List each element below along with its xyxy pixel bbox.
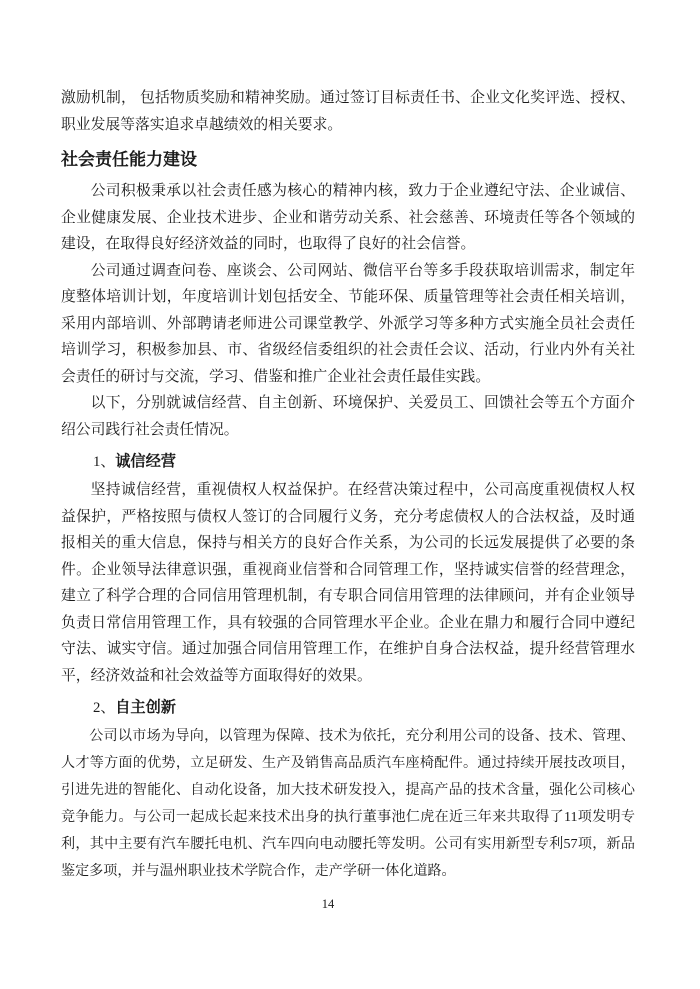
text-line: 竞争能力。与公司一起成长起来技术出身的执行董事池仁虎在近三年来共取得了11项发明专 [61, 809, 635, 825]
text-line: 引进先进的智能化、自动化设备，加大技术研发投入，提高产品的技术含量，强化公司核心 [61, 782, 635, 798]
paragraph [61, 477, 635, 689]
text-line: 绍公司践行社会责任情况。 [61, 421, 239, 438]
text-line: 公司积极秉承以社会责任感为核心的精神内核，致力于企业遵纪守法、企业诚信、 [90, 183, 635, 199]
text-line: 度整体培训计划，年度培训计划包括安全、节能环保、质量管理等社会责任相关培训， [61, 289, 635, 305]
text-line: 以下，分别就诚信经营、自主创新、环境保护、关爱员工、回馈社会等五个方面介 [90, 395, 635, 411]
paragraph [61, 85, 635, 138]
paragraph [61, 723, 635, 885]
section-heading: 社会责任能力建设 [61, 150, 197, 169]
text-line: 建设，在取得良好经济效益的同时，也取得了良好的社会信誉。 [61, 236, 476, 252]
page-number: 14 [321, 897, 335, 911]
text-line: 人才等方面的优势，立足研发、生产及销售高品质汽车座椅配件。通过持续开展技改项目， [61, 755, 635, 771]
text-line: 益保护，严格按照与债权人签订的合同履行义务，充分考虑债权人的合法权益，及时通 [61, 508, 635, 525]
text-line: 公司以市场为导向，以管理为保障、技术为依托，充分利用公司的设备、技术、管理、 [89, 728, 635, 744]
text-line: 负责日常信用管理工作，具有较强的合同管理水平企业。企业在鼎力和履行合同中遵纪 [61, 614, 635, 631]
text-line: 采用内部培训、外部聘请老师进公司课堂教学、外派学习等多种方式实施全员社会责任 [61, 315, 635, 332]
text-line: 激励机制， 包括物质奖励和精神奖励。通过签订目标责任书、企业文化奖评选、授权、 [61, 90, 635, 106]
text-line: 培训学习，积极参加县、市、省级经信委组织的社会责任会议、活动，行业内外有关社 [61, 342, 635, 358]
subsection-number: 2、 [93, 700, 116, 716]
text-line: 平，经济效益和社会效益等方面取得好的效果。 [61, 667, 372, 684]
document-content [61, 85, 635, 885]
subsection-title: 诚信经营 [115, 453, 176, 470]
text-line: 职业发展等落实追求卓越绩效的相关要求。 [61, 116, 343, 133]
text-line: 会责任的研讨与交流，学习、借鉴和推广企业社会责任最佳实践。 [61, 368, 491, 385]
paragraph [61, 178, 635, 258]
text-line: 守法、诚实守信。通过加强合同信用管理工作，在维护自身合法权益，提升经营管理水 [61, 641, 635, 657]
text-line: 鉴定多项，并与温州职业技术学院合作，走产学研一体化道路。 [61, 863, 456, 879]
subsection-heading [61, 448, 635, 475]
text-line: 报相关的重大信息，保持与相关方的良好合作关系，为公司的长远发展提供了必要的条 [61, 535, 635, 551]
paragraph [61, 390, 635, 443]
text-line: 件。企业领导法律意识强，重视商业信誉和合同管理工作，坚持诚实信誉的经营理念， [61, 561, 635, 578]
text-line: 建立了科学合理的合同信用管理机制，有专职合同信用管理的法律顾问，并有企业领导 [61, 588, 635, 604]
subsection-heading [61, 694, 635, 721]
paragraph [61, 258, 635, 391]
text-line: 公司通过调查问卷、座谈会、公司网站、微信平台等多手段获取培训需求，制定年 [90, 262, 635, 279]
text-line: 坚持诚信经营，重视债权人权益保护。在经营决策过程中，公司高度重视债权人权 [90, 482, 635, 498]
subsection-title: 自主创新 [115, 699, 176, 716]
text-line: 企业健康发展、企业技术进步、企业和谐劳动关系、社会慈善、环境责任等各个领域的 [61, 209, 635, 226]
subsection-number: 1、 [93, 454, 116, 470]
text-line: 利，其中主要有汽车腰托电机、汽车四向电动腰托等发明。公司有实用新型专利57项，新品 [61, 836, 635, 852]
